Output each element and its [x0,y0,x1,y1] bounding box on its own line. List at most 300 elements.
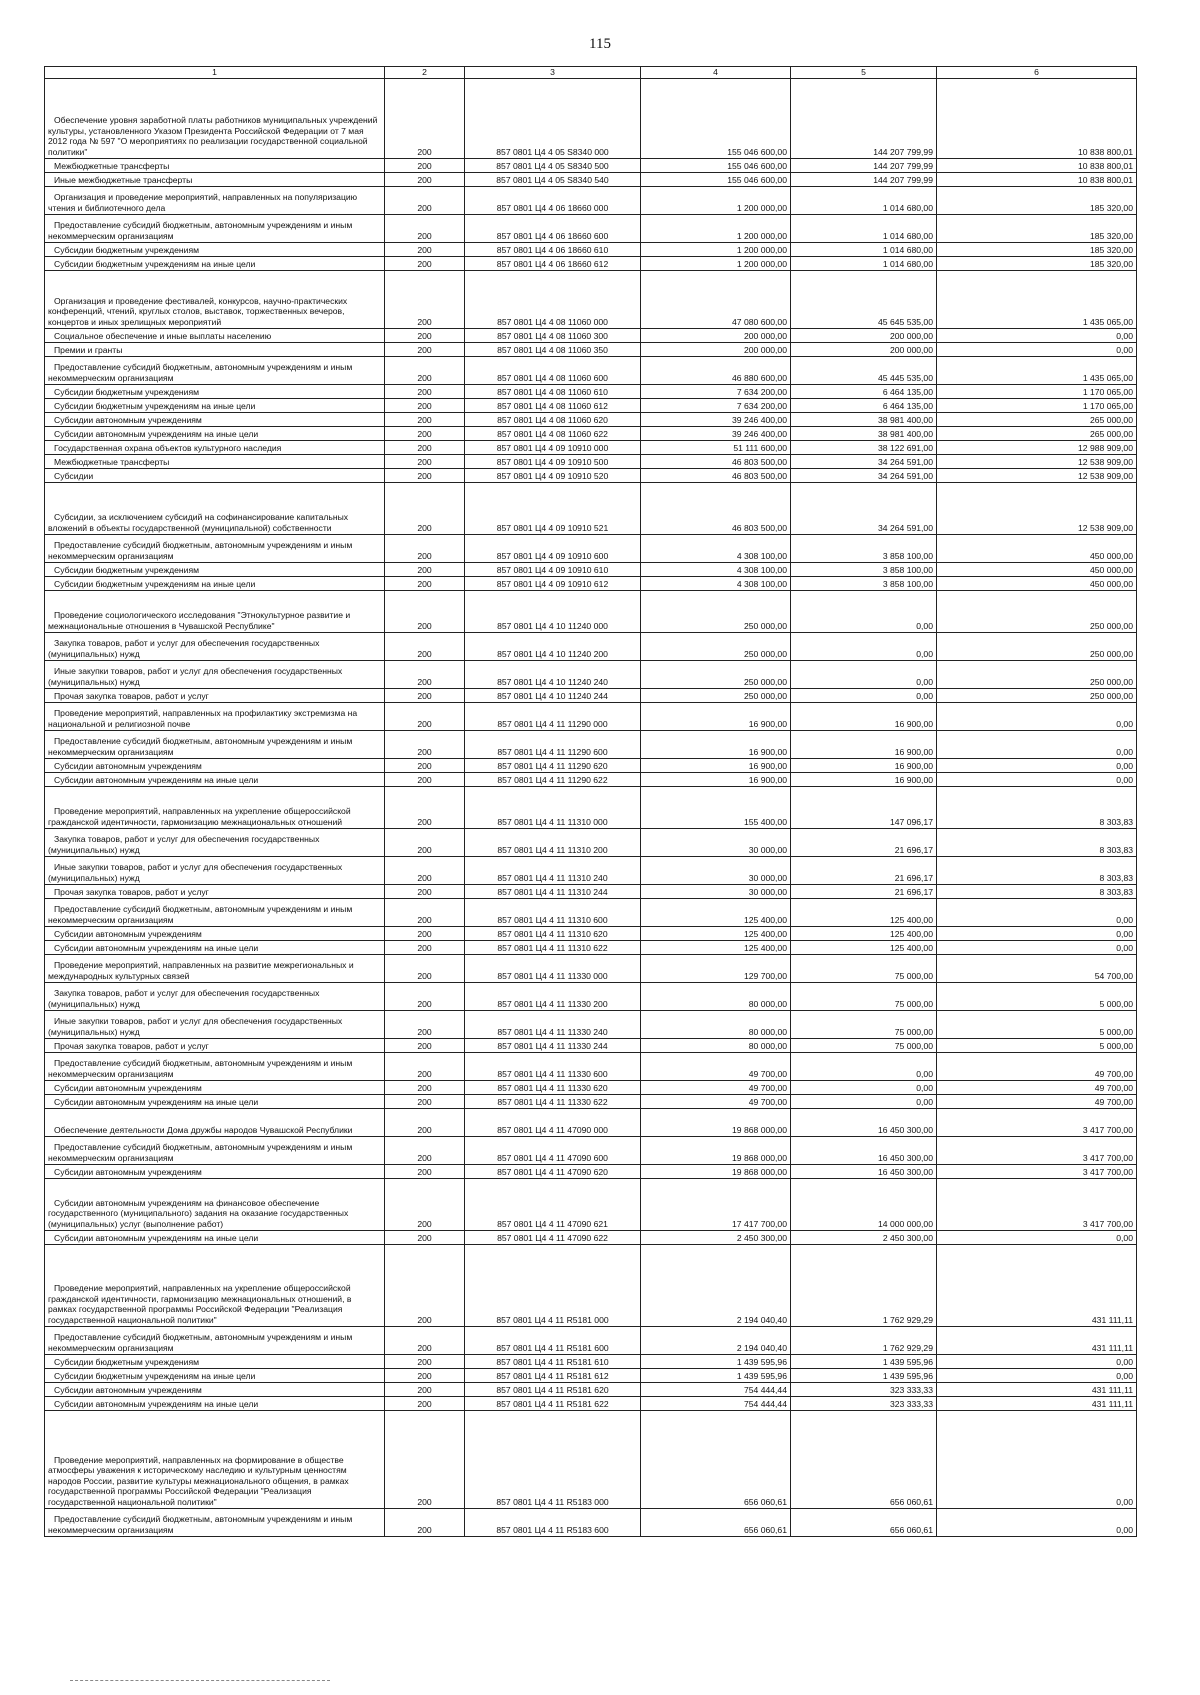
row-unexecuted-amount: 431 111,11 [937,1396,1137,1410]
row-unexecuted-amount: 0,00 [937,1354,1137,1368]
table-row [45,1396,1137,1410]
row-name-text: Предоставление субсидий бюджетным, автономным учреждениям и иным некоммерческим организациям [48,1142,353,1163]
row-name-text: Субсидии автономным учреждениям на иные цели [54,1233,259,1243]
table-row [45,398,1137,412]
row-name [45,688,385,702]
table-row [45,356,1137,384]
row-name-text: Предоставление субсидий бюджетным, автономным учреждениям и иным некоммерческим организациям [48,220,353,241]
row-name [45,1178,385,1230]
row-classification-code: 857 0801 Ц4 4 11 R5183 000 [465,1410,641,1508]
table-row [45,898,1137,926]
row-unexecuted-amount: 49 700,00 [937,1094,1137,1108]
row-unexecuted-amount: 49 700,00 [937,1080,1137,1094]
row-unexecuted-amount: 185 320,00 [937,256,1137,270]
row-unexecuted-amount: 0,00 [937,940,1137,954]
row-executed-amount: 16 900,00 [791,758,937,772]
table-row [45,884,1137,898]
table-row [45,926,1137,940]
row-executed-amount: 125 400,00 [791,898,937,926]
row-classification-code: 857 0801 Ц4 4 11 11290 620 [465,758,641,772]
table-row [45,758,1137,772]
row-name [45,632,385,660]
row-classification-code: 857 0801 Ц4 4 11 R5181 620 [465,1382,641,1396]
row-executed-amount: 1 014 680,00 [791,186,937,214]
row-name-text: Субсидии автономным учреждениям на иные цели [54,429,259,439]
row-name [45,1136,385,1164]
row-unexecuted-amount: 12 538 909,00 [937,468,1137,482]
row-name-text: Предоставление субсидий бюджетным, автономным учреждениям и иным некоммерческим организациям [48,1058,353,1079]
row-approved-amount: 7 634 200,00 [641,384,791,398]
row-name-text: Межбюджетные трансферты [54,457,170,467]
row-unexecuted-amount: 10 838 800,01 [937,158,1137,172]
table-row [45,688,1137,702]
row-executed-amount: 1 014 680,00 [791,242,937,256]
row-executed-amount: 0,00 [791,632,937,660]
row-admin-code: 200 [385,214,465,242]
row-classification-code: 857 0801 Ц4 4 11 11290 622 [465,772,641,786]
row-name [45,412,385,426]
table-row [45,1108,1137,1136]
row-classification-code: 857 0801 Ц4 4 08 11060 300 [465,328,641,342]
row-executed-amount: 34 264 591,00 [791,454,937,468]
row-admin-code: 200 [385,412,465,426]
row-unexecuted-amount: 185 320,00 [937,214,1137,242]
table-row [45,1178,1137,1230]
row-classification-code: 857 0801 Ц4 4 11 47090 000 [465,1108,641,1136]
row-approved-amount: 200 000,00 [641,342,791,356]
row-unexecuted-amount: 54 700,00 [937,954,1137,982]
row-name-text: Субсидии автономным учреждениям на иные цели [54,943,259,953]
row-name [45,982,385,1010]
row-approved-amount: 49 700,00 [641,1094,791,1108]
row-unexecuted-amount: 185 320,00 [937,242,1137,256]
row-executed-amount: 0,00 [791,590,937,632]
row-executed-amount: 75 000,00 [791,1010,937,1038]
row-approved-amount: 49 700,00 [641,1080,791,1094]
row-name [45,1038,385,1052]
row-classification-code: 857 0801 Ц4 4 11 11330 200 [465,982,641,1010]
row-approved-amount: 2 194 040,40 [641,1326,791,1354]
row-name [45,214,385,242]
row-approved-amount: 250 000,00 [641,660,791,688]
row-admin-code: 200 [385,856,465,884]
row-executed-amount: 0,00 [791,1080,937,1094]
row-classification-code: 857 0801 Ц4 4 11 11330 000 [465,954,641,982]
row-approved-amount: 30 000,00 [641,828,791,856]
row-admin-code: 200 [385,270,465,328]
table-row [45,632,1137,660]
row-approved-amount: 250 000,00 [641,688,791,702]
row-admin-code: 200 [385,884,465,898]
row-admin-code: 200 [385,1230,465,1244]
row-classification-code: 857 0801 Ц4 4 09 10910 000 [465,440,641,454]
row-name-text: Субсидии автономным учреждениям на иные цели [54,1399,259,1409]
row-approved-amount: 47 080 600,00 [641,270,791,328]
row-admin-code: 200 [385,1164,465,1178]
table-row [45,1080,1137,1094]
row-admin-code: 200 [385,186,465,214]
row-admin-code: 200 [385,356,465,384]
row-unexecuted-amount: 8 303,83 [937,786,1137,828]
column-header-6: 6 [937,67,1137,79]
row-unexecuted-amount: 3 417 700,00 [937,1178,1137,1230]
row-approved-amount: 656 060,61 [641,1508,791,1536]
row-name [45,660,385,688]
row-name [45,1080,385,1094]
row-approved-amount: 80 000,00 [641,1010,791,1038]
row-admin-code: 200 [385,158,465,172]
row-name-text: Проведение мероприятий, направленных на укрепление общероссийской гражданской идентичности, гармонизацию межнациональных отношений, в рамках государственной программы Российской Федерации "Реализация государственной национальной политики" [48,1283,352,1325]
row-unexecuted-amount: 5 000,00 [937,982,1137,1010]
row-approved-amount: 1 439 595,96 [641,1368,791,1382]
row-approved-amount: 4 308 100,00 [641,576,791,590]
row-unexecuted-amount: 10 838 800,01 [937,78,1137,158]
row-classification-code: 857 0801 Ц4 4 10 11240 244 [465,688,641,702]
row-admin-code: 200 [385,1108,465,1136]
row-unexecuted-amount: 0,00 [937,1230,1137,1244]
table-row [45,1094,1137,1108]
row-admin-code: 200 [385,688,465,702]
row-name [45,270,385,328]
row-name [45,534,385,562]
row-approved-amount: 49 700,00 [641,1052,791,1080]
column-header-1: 1 [45,67,385,79]
row-classification-code: 857 0801 Ц4 4 11 47090 600 [465,1136,641,1164]
row-name-text: Прочая закупка товаров, работ и услуг [54,1041,209,1051]
row-approved-amount: 39 246 400,00 [641,426,791,440]
row-executed-amount: 16 900,00 [791,772,937,786]
table-row [45,1010,1137,1038]
table-row [45,172,1137,186]
row-executed-amount: 0,00 [791,1052,937,1080]
row-approved-amount: 155 046 600,00 [641,78,791,158]
row-name-text: Социальное обеспечение и иные выплаты населению [54,331,272,341]
row-approved-amount: 80 000,00 [641,1038,791,1052]
row-name [45,940,385,954]
row-name [45,898,385,926]
row-name [45,256,385,270]
row-name [45,440,385,454]
row-admin-code: 200 [385,954,465,982]
row-executed-amount: 75 000,00 [791,1038,937,1052]
table-row [45,534,1137,562]
row-admin-code: 200 [385,440,465,454]
row-name [45,1326,385,1354]
row-executed-amount: 3 858 100,00 [791,576,937,590]
row-name-text: Предоставление субсидий бюджетным, автономным учреждениям и иным некоммерческим организациям [48,362,353,383]
row-approved-amount: 46 803 500,00 [641,454,791,468]
row-name-text: Закупка товаров, работ и услуг для обеспечения государственных (муниципальных) нужд [48,988,320,1009]
row-name-text: Субсидии бюджетным учреждениям на иные цели [54,259,256,269]
row-classification-code: 857 0801 Ц4 4 11 11310 622 [465,940,641,954]
row-approved-amount: 1 200 000,00 [641,214,791,242]
row-unexecuted-amount: 450 000,00 [937,576,1137,590]
row-name-text: Государственная охрана объектов культурного наследия [54,443,282,453]
row-name-text: Премии и гранты [54,345,123,355]
row-classification-code: 857 0801 Ц4 4 11 11330 240 [465,1010,641,1038]
row-name-text: Субсидии бюджетным учреждениям на иные цели [54,401,256,411]
row-classification-code: 857 0801 Ц4 4 11 11290 600 [465,730,641,758]
row-classification-code: 857 0801 Ц4 4 06 18660 612 [465,256,641,270]
row-classification-code: 857 0801 Ц4 4 11 47090 621 [465,1178,641,1230]
row-admin-code: 200 [385,1038,465,1052]
row-name-text: Субсидии бюджетным учреждениям [54,387,200,397]
table-row [45,562,1137,576]
row-name [45,398,385,412]
row-name-text: Проведение мероприятий, направленных на формирование в обществе атмосферы уважения к историческому наследию и культурным ценностям народов России, развитие культуры межнационального общения, в рамках государственной программы Российской Федерации "Реализация государственной национальной политики" [48,1454,349,1507]
column-header-3: 3 [465,67,641,79]
row-admin-code: 200 [385,398,465,412]
row-executed-amount: 16 900,00 [791,702,937,730]
row-name-text: Предоставление субсидий бюджетным, автономным учреждениям и иным некоммерческим организациям [48,1514,353,1535]
row-executed-amount: 0,00 [791,660,937,688]
row-executed-amount: 3 858 100,00 [791,562,937,576]
row-admin-code: 200 [385,384,465,398]
column-header-5: 5 [791,67,937,79]
row-admin-code: 200 [385,772,465,786]
row-name [45,328,385,342]
row-name-text: Проведение социологического исследования "Этнокультурное развитие и межнациональные отношения в Чувашской Республике" [48,610,351,631]
row-unexecuted-amount: 10 838 800,01 [937,172,1137,186]
row-classification-code: 857 0801 Ц4 4 08 11060 350 [465,342,641,356]
row-admin-code: 200 [385,1410,465,1508]
table-row [45,1164,1137,1178]
row-admin-code: 200 [385,926,465,940]
row-classification-code: 857 0801 Ц4 4 08 11060 610 [465,384,641,398]
row-approved-amount: 4 308 100,00 [641,562,791,576]
row-classification-code: 857 0801 Ц4 4 11 11310 240 [465,856,641,884]
row-name-text: Субсидии автономным учреждениям на иные цели [54,1097,259,1107]
row-unexecuted-amount: 0,00 [937,898,1137,926]
row-approved-amount: 1 439 595,96 [641,1354,791,1368]
row-unexecuted-amount: 3 417 700,00 [937,1108,1137,1136]
row-executed-amount: 323 333,33 [791,1382,937,1396]
column-header-4: 4 [641,67,791,79]
row-name-text: Субсидии автономным учреждениям [54,761,202,771]
row-unexecuted-amount: 1 170 065,00 [937,384,1137,398]
row-approved-amount: 46 880 600,00 [641,356,791,384]
table-row [45,772,1137,786]
row-name-text: Обеспечение уровня заработной платы работников муниципальных учреждений культуры, установленного Указом Президента Российской Федерации от 7 мая 2012 года № 597 "О мероприятиях по реализации государственной социальной политики" [48,115,378,157]
table-row [45,730,1137,758]
row-name-text: Субсидии бюджетным учреждениям [54,565,200,575]
row-classification-code: 857 0801 Ц4 4 09 10910 520 [465,468,641,482]
row-name [45,1396,385,1410]
budget-execution-table [44,66,1137,1537]
row-approved-amount: 1 200 000,00 [641,186,791,214]
row-name-text: Обеспечение деятельности Дома дружбы народов Чувашской Республики [54,1125,353,1135]
row-executed-amount: 21 696,17 [791,828,937,856]
row-approved-amount: 656 060,61 [641,1410,791,1508]
row-approved-amount: 39 246 400,00 [641,412,791,426]
row-executed-amount: 6 464 135,00 [791,398,937,412]
row-unexecuted-amount: 0,00 [937,342,1137,356]
column-number-row [45,67,1137,79]
row-name-text: Субсидии бюджетным учреждениям на иные цели [54,1371,256,1381]
row-unexecuted-amount: 8 303,83 [937,884,1137,898]
row-classification-code: 857 0801 Ц4 4 06 18660 600 [465,214,641,242]
row-name-text: Субсидии, за исключением субсидий на софинансирование капитальных вложений в объекты государственной (муниципальной) собственности [48,512,349,533]
row-classification-code: 857 0801 Ц4 4 11 11330 620 [465,1080,641,1094]
row-name-text: Субсидии бюджетным учреждениям на иные цели [54,579,256,589]
row-name [45,884,385,898]
table-row [45,214,1137,242]
row-executed-amount: 38 981 400,00 [791,412,937,426]
row-unexecuted-amount: 0,00 [937,702,1137,730]
row-executed-amount: 200 000,00 [791,328,937,342]
table-row [45,786,1137,828]
row-name [45,562,385,576]
row-classification-code: 857 0801 Ц4 4 09 10910 521 [465,482,641,534]
row-admin-code: 200 [385,242,465,256]
table-row [45,78,1137,158]
row-name [45,158,385,172]
scan-edge-mark [70,1680,330,1683]
row-name [45,482,385,534]
row-name [45,1230,385,1244]
row-unexecuted-amount: 0,00 [937,1508,1137,1536]
table-row [45,940,1137,954]
row-name-text: Предоставление субсидий бюджетным, автономным учреждениям и иным некоммерческим организациям [48,1332,353,1353]
row-executed-amount: 1 762 929,29 [791,1326,937,1354]
row-name [45,926,385,940]
row-classification-code: 857 0801 Ц4 4 11 47090 622 [465,1230,641,1244]
row-name-text: Предоставление субсидий бюджетным, автономным учреждениям и иным некоммерческим организациям [48,736,353,757]
row-name [45,1410,385,1508]
row-name-text: Предоставление субсидий бюджетным, автономным учреждениям и иным некоммерческим организациям [48,540,353,561]
row-classification-code: 857 0801 Ц4 4 11 11330 600 [465,1052,641,1080]
row-classification-code: 857 0801 Ц4 4 08 11060 620 [465,412,641,426]
row-approved-amount: 2 450 300,00 [641,1230,791,1244]
row-name-text: Проведение мероприятий, направленных на развитие межрегиональных и международных культурных связей [48,960,354,981]
row-name-text: Субсидии автономным учреждениям на иные цели [54,775,259,785]
row-approved-amount: 129 700,00 [641,954,791,982]
row-executed-amount: 6 464 135,00 [791,384,937,398]
row-classification-code: 857 0801 Ц4 4 08 11060 622 [465,426,641,440]
row-approved-amount: 125 400,00 [641,926,791,940]
row-unexecuted-amount: 8 303,83 [937,856,1137,884]
row-classification-code: 857 0801 Ц4 4 11 R5181 612 [465,1368,641,1382]
table-row [45,412,1137,426]
row-classification-code: 857 0801 Ц4 4 10 11240 000 [465,590,641,632]
row-unexecuted-amount: 12 538 909,00 [937,454,1137,468]
row-approved-amount: 4 308 100,00 [641,534,791,562]
row-admin-code: 200 [385,940,465,954]
row-approved-amount: 250 000,00 [641,590,791,632]
table-row [45,270,1137,328]
row-classification-code: 857 0801 Ц4 4 11 R5181 622 [465,1396,641,1410]
row-classification-code: 857 0801 Ц4 4 08 11060 000 [465,270,641,328]
row-classification-code: 857 0801 Ц4 4 11 11310 200 [465,828,641,856]
row-classification-code: 857 0801 Ц4 4 11 11310 600 [465,898,641,926]
row-unexecuted-amount: 3 417 700,00 [937,1136,1137,1164]
row-admin-code: 200 [385,426,465,440]
row-name [45,772,385,786]
table-row [45,982,1137,1010]
row-unexecuted-amount: 250 000,00 [937,688,1137,702]
table-row [45,482,1137,534]
table-row [45,342,1137,356]
row-executed-amount: 144 207 799,99 [791,78,937,158]
row-admin-code: 200 [385,828,465,856]
row-name [45,1244,385,1326]
table-row [45,186,1137,214]
row-name [45,856,385,884]
row-executed-amount: 656 060,61 [791,1410,937,1508]
row-name [45,242,385,256]
row-classification-code: 857 0801 Ц4 4 11 R5183 600 [465,1508,641,1536]
row-unexecuted-amount: 185 320,00 [937,186,1137,214]
row-admin-code: 200 [385,632,465,660]
row-executed-amount: 75 000,00 [791,982,937,1010]
row-name-text: Иные межбюджетные трансферты [54,175,193,185]
table-row [45,256,1137,270]
row-unexecuted-amount: 250 000,00 [937,632,1137,660]
row-name [45,384,385,398]
row-approved-amount: 1 200 000,00 [641,242,791,256]
row-admin-code: 200 [385,534,465,562]
row-approved-amount: 125 400,00 [641,898,791,926]
row-executed-amount: 125 400,00 [791,940,937,954]
row-classification-code: 857 0801 Ц4 4 08 11060 612 [465,398,641,412]
row-classification-code: 857 0801 Ц4 4 09 10910 500 [465,454,641,468]
table-row [45,1038,1137,1052]
table-row [45,1136,1137,1164]
row-unexecuted-amount: 450 000,00 [937,534,1137,562]
row-approved-amount: 46 803 500,00 [641,482,791,534]
row-classification-code: 857 0801 Ц4 4 11 R5181 600 [465,1326,641,1354]
row-executed-amount: 1 439 595,96 [791,1368,937,1382]
row-classification-code: 857 0801 Ц4 4 06 18660 610 [465,242,641,256]
row-classification-code: 857 0801 Ц4 4 05 S8340 540 [465,172,641,186]
row-unexecuted-amount: 0,00 [937,926,1137,940]
row-name [45,1108,385,1136]
row-unexecuted-amount: 0,00 [937,730,1137,758]
row-executed-amount: 0,00 [791,1094,937,1108]
row-executed-amount: 2 450 300,00 [791,1230,937,1244]
row-classification-code: 857 0801 Ц4 4 08 11060 600 [465,356,641,384]
row-executed-amount: 656 060,61 [791,1508,937,1536]
row-name [45,786,385,828]
row-name-text: Организация и проведение мероприятий, направленных на популяризацию чтения и библиотечного дела [48,192,358,213]
row-approved-amount: 155 400,00 [641,786,791,828]
row-unexecuted-amount: 8 303,83 [937,828,1137,856]
row-classification-code: 857 0801 Ц4 4 11 11310 620 [465,926,641,940]
row-admin-code: 200 [385,1080,465,1094]
table-row [45,702,1137,730]
row-executed-amount: 3 858 100,00 [791,534,937,562]
row-unexecuted-amount: 250 000,00 [937,590,1137,632]
row-classification-code: 857 0801 Ц4 4 11 R5181 610 [465,1354,641,1368]
row-admin-code: 200 [385,468,465,482]
table-row [45,590,1137,632]
row-name-text: Иные закупки товаров, работ и услуг для обеспечения государственных (муниципальных) нужд [48,1016,343,1037]
row-admin-code: 200 [385,328,465,342]
table-row [45,576,1137,590]
row-admin-code: 200 [385,898,465,926]
row-approved-amount: 80 000,00 [641,982,791,1010]
row-name-text: Субсидии [54,471,94,481]
row-classification-code: 857 0801 Ц4 4 11 11290 000 [465,702,641,730]
row-classification-code: 857 0801 Ц4 4 10 11240 200 [465,632,641,660]
row-approved-amount: 16 900,00 [641,702,791,730]
row-executed-amount: 14 000 000,00 [791,1178,937,1230]
row-unexecuted-amount: 0,00 [937,1368,1137,1382]
row-name-text: Проведение мероприятий, направленных на профилактику экстремизма на национальной и религиозной почве [48,708,358,729]
row-executed-amount: 34 264 591,00 [791,468,937,482]
table-row [45,426,1137,440]
row-approved-amount: 30 000,00 [641,884,791,898]
